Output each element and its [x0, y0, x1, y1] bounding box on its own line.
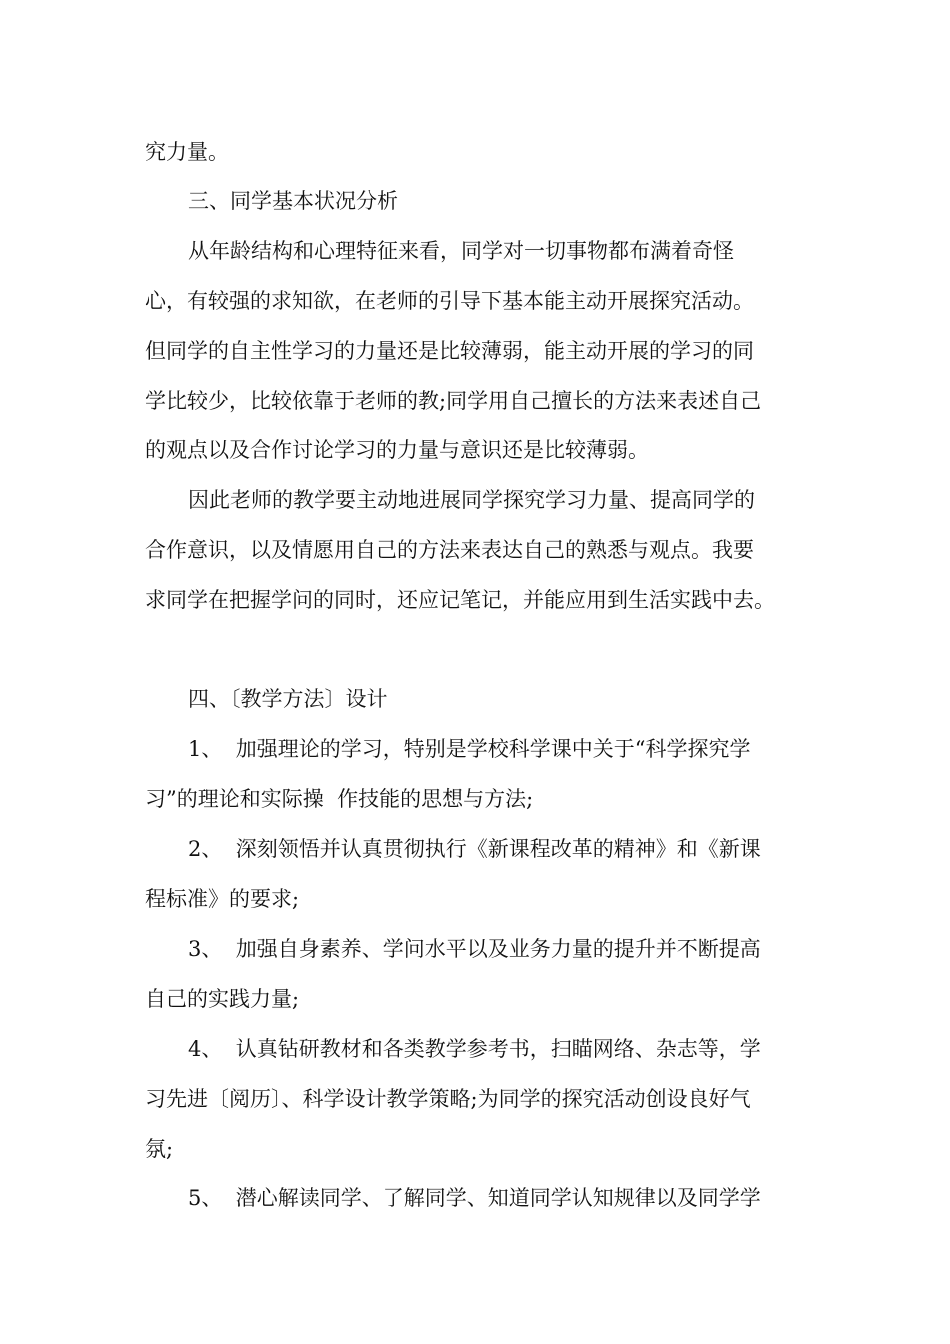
text-line: 程标准》的要求;: [145, 887, 300, 911]
text-line: 的观点以及合作讨论学习的力量与意识还是比较薄弱。: [145, 438, 649, 462]
text-line: 合作意识，以及情愿用自己的方法来表达自己的熟悉与观点。我要: [145, 538, 754, 562]
text-line: 习先进〔阅历〕、科学设计教学策略;为同学的探究活动创设良好气: [145, 1087, 751, 1111]
text-line: 心，有较强的求知欲，在老师的引导下基本能主动开展探究活动。: [145, 289, 754, 313]
section-heading: 四、〔教学方法〕设计: [188, 687, 388, 711]
text-line: 但同学的自主性学习的力量还是比较薄弱，能主动开展的学习的同: [145, 339, 754, 363]
text-line: 求同学在把握学问的同时，还应记笔记，并能应用到生活实践中去。: [145, 588, 775, 612]
text-line: 氛;: [145, 1137, 174, 1161]
text-line: 学比较少，比较依靠于老师的教;同学用自己擅长的方法来表述自己: [145, 389, 762, 413]
list-item: 5、 潜心解读同学、了解同学、知道同学认知规律以及同学学: [188, 1186, 761, 1210]
list-item: 1、 加强理论的学习，特别是学校科学课中关于“科学探究学: [188, 737, 751, 761]
list-item: 3、 加强自身素养、学问水平以及业务力量的提升并不断提高: [188, 937, 761, 961]
text-line: 自己的实践力量;: [145, 987, 300, 1011]
list-item: 2、 深刻领悟并认真贯彻执行《新课程改革的精神》和《新课: [188, 837, 761, 861]
text-line: 习”的理论和实际操 作技能的思想与方法;: [145, 787, 534, 811]
text-line: 因此老师的教学要主动地进展同学探究学习力量、提高同学的: [188, 488, 755, 512]
section-heading: 三、同学基本状况分析: [188, 189, 398, 213]
text-line: 从年龄结构和心理特征来看，同学对一切事物都布满着奇怪: [188, 239, 734, 263]
text-line: 究力量。: [145, 140, 229, 164]
list-item: 4、 认真钻研教材和各类教学参考书，扫瞄网络、杂志等，学: [188, 1037, 761, 1061]
